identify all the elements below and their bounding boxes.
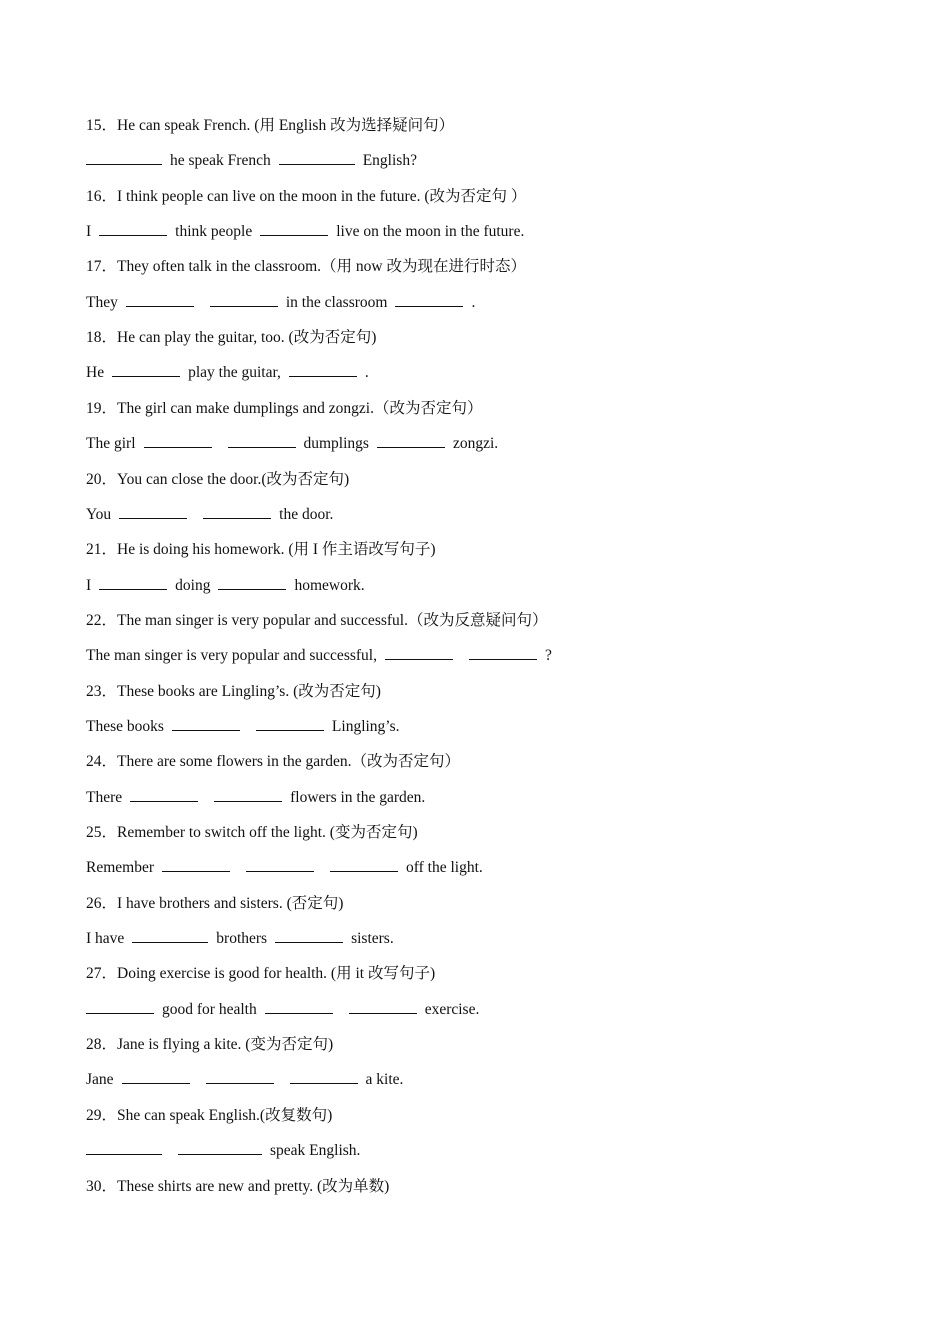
answer-blank[interactable]	[290, 1068, 358, 1084]
answer-blank[interactable]	[178, 1139, 262, 1155]
answer-blank[interactable]	[144, 432, 212, 448]
answer-line	[86, 361, 369, 385]
answer-text: I	[86, 223, 92, 241]
answer-blank[interactable]	[275, 927, 343, 943]
answer-text: good for health	[162, 1000, 257, 1018]
answer-text: he speak French	[170, 152, 271, 170]
answer-line	[86, 432, 498, 456]
answer-blank[interactable]	[279, 149, 355, 165]
answer-text: ?	[544, 647, 552, 665]
question-prompt: 28．Jane is flying a kite. (变为否定句)	[86, 1036, 334, 1054]
answer-blank[interactable]	[246, 856, 314, 872]
question-prompt: 24．There are some flowers in the garden.（改为否定句）	[86, 753, 461, 771]
answer-text: .	[471, 293, 476, 311]
answer-line	[86, 574, 365, 598]
answer-text: I have	[86, 930, 125, 948]
answer-line	[86, 927, 394, 951]
answer-blank[interactable]	[395, 291, 463, 307]
question-prompt: 19．The girl can make dumplings and zongzi.（改为否定句）	[86, 399, 483, 417]
answer-text: exercise.	[424, 1000, 480, 1018]
answer-blank[interactable]	[86, 149, 162, 165]
answer-blank[interactable]	[385, 644, 453, 660]
answer-line	[86, 503, 333, 527]
answer-text: think people	[175, 223, 253, 241]
answer-blank[interactable]	[206, 1068, 274, 1084]
answer-text: The man singer is very popular and successful,	[86, 647, 377, 665]
question-prompt: 20．You can close the door.(改为否定句)	[86, 470, 350, 488]
answer-blank[interactable]	[265, 998, 333, 1014]
question-prompt: 18．He can play the guitar, too. (改为否定句)	[86, 329, 377, 347]
answer-blank[interactable]	[214, 786, 282, 802]
question-prompt: 17．They often talk in the classroom.（用 now 改为现在进行时态）	[86, 258, 526, 276]
answer-blank[interactable]	[132, 927, 208, 943]
question-prompt: 15．He can speak French. (用 English 改为选择疑问句）	[86, 117, 455, 134]
answer-text: a kite.	[365, 1071, 404, 1089]
answer-blank[interactable]	[86, 1139, 162, 1155]
answer-line	[86, 856, 483, 880]
answer-text: dumplings	[303, 435, 369, 453]
question-prompt: 23．These books are Lingling’s. (改为否定句)	[86, 682, 381, 700]
answer-text: Remember	[86, 859, 155, 877]
answer-text: They	[86, 293, 118, 311]
answer-blank[interactable]	[210, 291, 278, 307]
answer-blank[interactable]	[256, 715, 324, 731]
answer-text: doing	[175, 576, 211, 594]
answer-blank[interactable]	[99, 220, 167, 236]
question-prompt: 30．These shirts are new and pretty. (改为单数)	[86, 1177, 390, 1195]
question-prompt: 21．He is doing his homework. (用 I 作主语改写句子)	[86, 541, 436, 559]
answer-text: .	[364, 364, 369, 382]
answer-line	[86, 998, 479, 1022]
answer-text: speak English.	[270, 1142, 361, 1160]
answer-text: homework.	[294, 576, 365, 594]
answer-blank[interactable]	[218, 574, 286, 590]
answer-text: These books	[86, 717, 164, 735]
answer-blank[interactable]	[130, 786, 198, 802]
answer-blank[interactable]	[349, 998, 417, 1014]
answer-blank[interactable]	[289, 361, 357, 377]
answer-blank[interactable]	[330, 856, 398, 872]
question-prompt: 29．She can speak English.(改复数句)	[86, 1106, 333, 1124]
answer-blank[interactable]	[86, 998, 154, 1014]
answer-blank[interactable]	[172, 715, 240, 731]
answer-blank[interactable]	[469, 644, 537, 660]
answer-blank[interactable]	[203, 503, 271, 519]
answer-text: There	[86, 788, 123, 806]
answer-text: zongzi.	[452, 435, 499, 453]
answer-line	[86, 220, 524, 244]
answer-line	[86, 1139, 360, 1163]
answer-text: He	[86, 364, 105, 382]
answer-blank[interactable]	[260, 220, 328, 236]
answer-blank[interactable]	[122, 1068, 190, 1084]
answer-blank[interactable]	[99, 574, 167, 590]
answer-text: brothers	[216, 930, 268, 948]
answer-text: flowers in the garden.	[290, 788, 426, 806]
answer-text: sisters.	[351, 930, 394, 948]
question-prompt: 16．I think people can live on the moon in the future. (改为否定句 ）	[86, 187, 527, 205]
question-prompt: 26．I have brothers and sisters. (否定句)	[86, 894, 344, 912]
answer-line	[86, 644, 552, 668]
answer-text: You	[86, 505, 112, 523]
answer-text: live on the moon in the future.	[336, 223, 525, 241]
answer-blank[interactable]	[119, 503, 187, 519]
answer-line	[86, 715, 400, 739]
answer-line	[86, 291, 475, 315]
question-prompt: 27．Doing exercise is good for health. (用 it 改写句子)	[86, 965, 436, 983]
answer-line	[86, 786, 425, 810]
answer-text: Lingling’s.	[331, 717, 400, 735]
answer-blank[interactable]	[126, 291, 194, 307]
question-prompt: 25．Remember to switch off the light. (变为否定句)	[86, 824, 418, 841]
answer-text: The girl	[86, 435, 136, 453]
answer-text: Jane	[86, 1071, 114, 1089]
answer-text: off the light.	[406, 859, 483, 877]
answer-line	[86, 149, 417, 173]
answer-blank[interactable]	[228, 432, 296, 448]
answer-text: play the guitar,	[188, 364, 281, 382]
answer-text: the door.	[279, 505, 334, 523]
answer-text: I	[86, 576, 92, 594]
answer-blank[interactable]	[377, 432, 445, 448]
answer-text: English?	[362, 152, 417, 170]
answer-line	[86, 1068, 403, 1092]
answer-blank[interactable]	[112, 361, 180, 377]
answer-blank[interactable]	[162, 856, 230, 872]
question-prompt: 22．The man singer is very popular and successful.（改为反意疑问句）	[86, 611, 548, 629]
answer-text: in the classroom	[285, 293, 388, 311]
